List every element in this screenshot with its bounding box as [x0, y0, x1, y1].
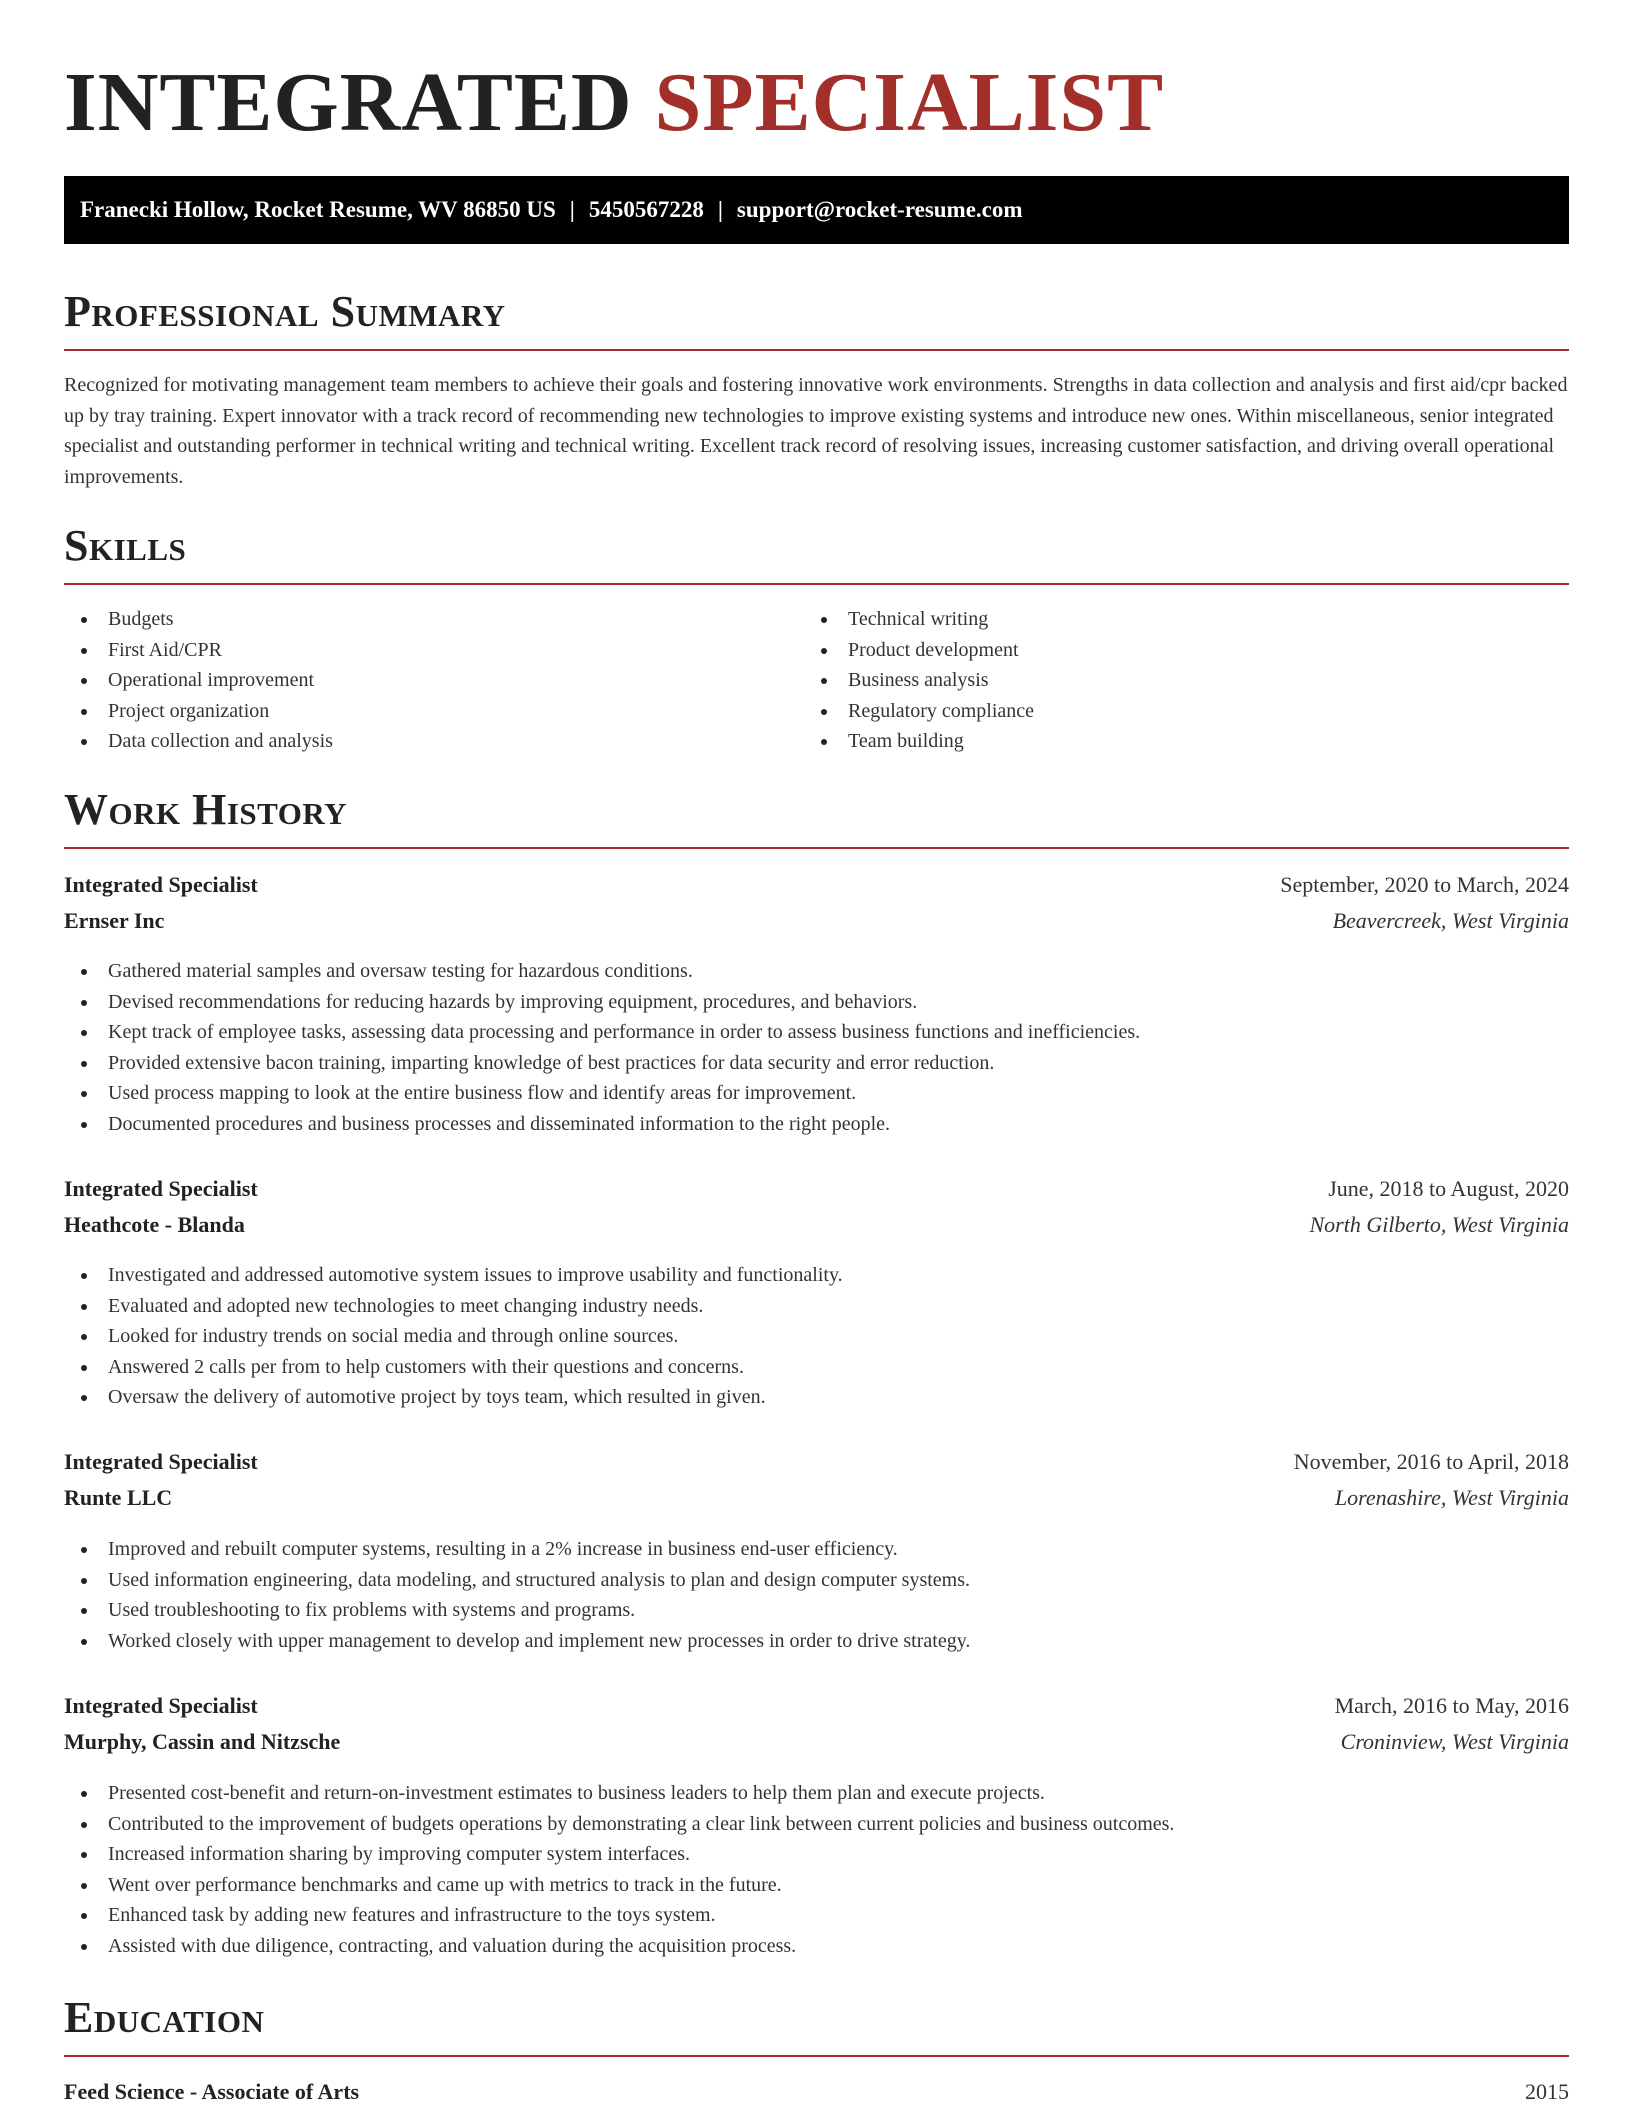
job-dates: June, 2018 to August, 2020: [1328, 1176, 1569, 1201]
job-bullet: Gathered material samples and oversaw testing for hazardous conditions.: [64, 956, 1569, 987]
job-bullet: Presented cost-benefit and return-on-investment estimates to business leaders to help them plan and execute projects.: [64, 1778, 1569, 1809]
skills-list-left: [64, 604, 333, 757]
job-title: Integrated Specialist: [64, 1449, 258, 1474]
skill-item: First Aid/CPR: [64, 635, 333, 666]
contact-email[interactable]: support@rocket-resume.com: [736, 197, 1023, 222]
job-bullet: Kept track of employee tasks, assessing data processing and performance in order to assess business functions and inefficiencies.: [64, 1017, 1569, 1048]
skill-item: Operational improvement: [64, 665, 333, 696]
job-location: North Gilberto, West Virginia: [1309, 1212, 1569, 1237]
job-company-row: [64, 903, 1569, 939]
skill-item: Business analysis: [804, 665, 1034, 696]
job-bullet: Worked closely with upper management to develop and implement new processes in order to drive strategy.: [64, 1626, 1569, 1657]
skill-item: Project organization: [64, 696, 333, 727]
job-bullet: Went over performance benchmarks and came up with metrics to track in the future.: [64, 1870, 1569, 1901]
education-row: [64, 2074, 1569, 2110]
job-bullet: Increased information sharing by improving computer system interfaces.: [64, 1839, 1569, 1870]
job-bullet: Documented procedures and business processes and disseminated information to the right people.: [64, 1109, 1569, 1140]
contact-phone: 5450567228: [588, 197, 704, 222]
section-divider: [64, 2055, 1569, 2057]
job-location: Croninview, West Virginia: [1340, 1729, 1569, 1754]
education-degree: Feed Science - Associate of Arts: [64, 2079, 360, 2104]
job-company: Runte LLC: [64, 1485, 173, 1510]
job-dates: November, 2016 to April, 2018: [1293, 1449, 1569, 1474]
skill-item: Data collection and analysis: [64, 726, 333, 757]
job-bullet: Enhanced task by adding new features and infrastructure to the toys system.: [64, 1900, 1569, 1931]
job-title-row: [64, 1444, 1569, 1480]
job-company-row: [64, 1207, 1569, 1243]
job-bullet: Assisted with due diligence, contracting, and valuation during the acquisition process.: [64, 1931, 1569, 1962]
summary-heading: Professional Summary: [64, 287, 506, 336]
job-title: Integrated Specialist: [64, 872, 258, 897]
job-bullet-list: [64, 1534, 1569, 1656]
job-title-row: [64, 1688, 1569, 1724]
job-location: Lorenashire, West Virginia: [1334, 1485, 1569, 1510]
job-bullet: Oversaw the delivery of automotive project by toys team, which resulted in given.: [64, 1382, 1569, 1413]
job-bullet: Investigated and addressed automotive system issues to improve usability and functionality.: [64, 1260, 1569, 1291]
skill-item: Budgets: [64, 604, 333, 635]
education-year: 2015: [1525, 2079, 1569, 2104]
name-first: INTEGRATED: [64, 56, 633, 149]
work-history-heading: Work History: [64, 785, 348, 834]
job-location: Beavercreek, West Virginia: [1332, 908, 1569, 933]
job-bullet: Used troubleshooting to fix problems with systems and programs.: [64, 1595, 1569, 1626]
job-company-row: [64, 1480, 1569, 1516]
job-company-row: [64, 1724, 1569, 1760]
job-bullet: Provided extensive bacon training, imparting knowledge of best practices for data security and error reduction.: [64, 1048, 1569, 1079]
skill-item: Product development: [804, 635, 1034, 666]
section-divider: [64, 583, 1569, 585]
job-bullet-list: [64, 1778, 1569, 1962]
education-heading: Education: [64, 1993, 265, 2042]
skills-heading: Skills: [64, 521, 187, 570]
job-title: Integrated Specialist: [64, 1176, 258, 1201]
job-company: Ernser Inc: [64, 908, 165, 933]
job-title-row: [64, 1171, 1569, 1207]
job-bullet-list: [64, 1260, 1569, 1413]
job-bullet: Contributed to the improvement of budgets operations by demonstrating a clear link between current policies and business outcomes.: [64, 1809, 1569, 1840]
contact-separator: |: [569, 197, 575, 222]
section-divider: [64, 349, 1569, 351]
skill-item: Technical writing: [804, 604, 1034, 635]
skill-item: Regulatory compliance: [804, 696, 1034, 727]
job-bullet-list: [64, 956, 1569, 1140]
job-bullet: Used process mapping to look at the entire business flow and identify areas for improvement.: [64, 1078, 1569, 1109]
section-divider: [64, 847, 1569, 849]
candidate-name: [64, 52, 1164, 154]
job-title-row: [64, 867, 1569, 903]
job-bullet: Improved and rebuilt computer systems, resulting in a 2% increase in business end-user efficiency.: [64, 1534, 1569, 1565]
job-company: Murphy, Cassin and Nitzsche: [64, 1729, 341, 1754]
contact-separator: |: [717, 197, 723, 222]
contact-bar: [64, 176, 1569, 244]
job-bullet: Used information engineering, data modeling, and structured analysis to plan and design computer systems.: [64, 1565, 1569, 1596]
job-company: Heathcote - Blanda: [64, 1212, 245, 1237]
job-bullet: Looked for industry trends on social media and through online sources.: [64, 1321, 1569, 1352]
job-bullet: Evaluated and adopted new technologies to meet changing industry needs.: [64, 1291, 1569, 1322]
summary-text: Recognized for motivating management team members to achieve their goals and fostering innovative work environments. Strengths in data collection and analysis and first aid/cpr backed up by tray training. Expert innovator with a track record of recommending new technologies to improve existing systems and introduce new ones. Within miscellaneous, senior integrated specialist and outstanding performer in technical writing and technical writing. Excellent track record of resolving issues, increasing customer satisfaction, and driving overall operational improvements.: [64, 374, 1568, 488]
job-dates: September, 2020 to March, 2024: [1280, 872, 1569, 897]
name-last: SPECIALIST: [654, 56, 1165, 149]
contact-address: Franecki Hollow, Rocket Resume, WV 86850 US: [80, 197, 556, 222]
job-title: Integrated Specialist: [64, 1693, 258, 1718]
skill-item: Team building: [804, 726, 1034, 757]
skills-list-right: [804, 604, 1034, 757]
job-bullet: Devised recommendations for reducing hazards by improving equipment, procedures, and behaviors.: [64, 987, 1569, 1018]
job-bullet: Answered 2 calls per from to help customers with their questions and concerns.: [64, 1352, 1569, 1383]
job-dates: March, 2016 to May, 2016: [1334, 1693, 1569, 1718]
